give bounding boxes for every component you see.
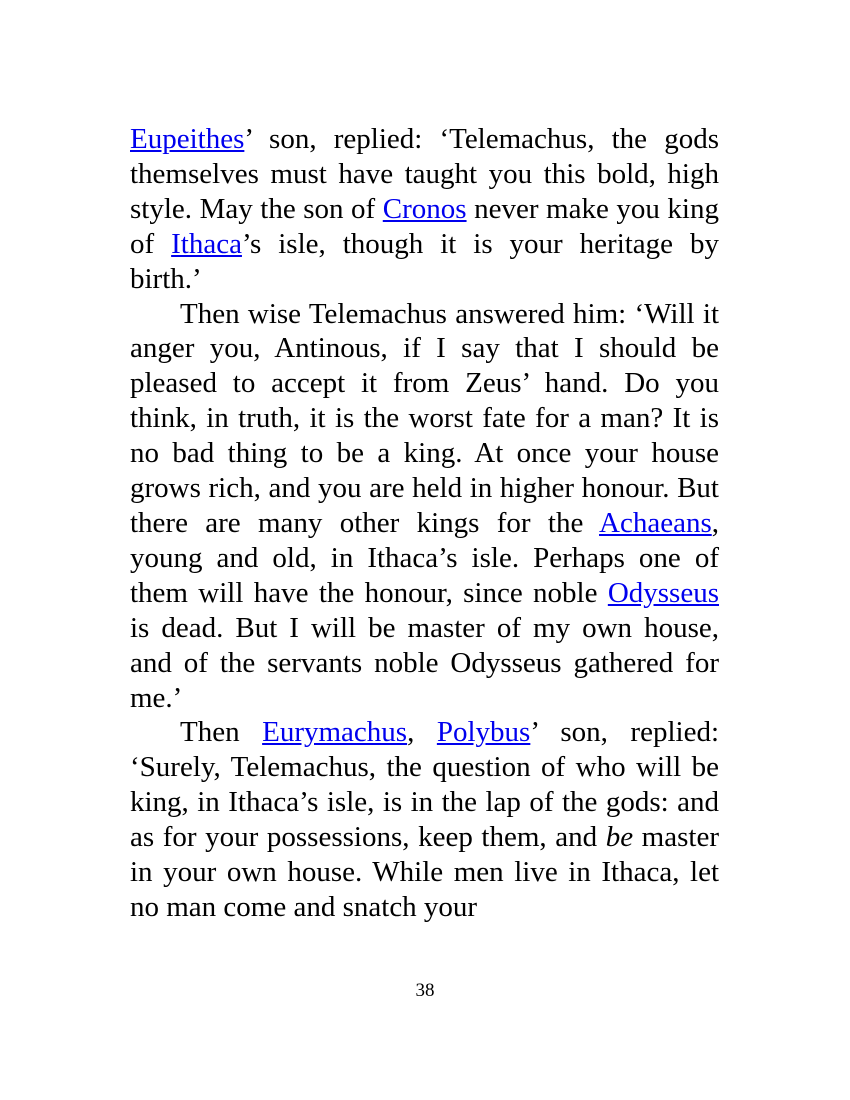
text-span: Then wise Telemachus answered him: ‘Will it anger you, Antinous, if I say that I should be pleased to accept it from Zeus’ hand. Do you think, in truth, it is the worst fate for a man? It is no bad thing to be a king. At once your house grows rich, and you are held in higher honour. But there are many other kings for the	[130, 297, 719, 539]
paragraph	[130, 715, 719, 924]
link-eurymachus[interactable]: Eurymachus	[262, 716, 408, 749]
text-span: is dead. But I will be master of my own house, and of the servants noble Odysseus gathered for me.’	[130, 611, 719, 714]
paragraph	[130, 297, 719, 716]
link-achaeans[interactable]: Achaeans	[599, 506, 712, 539]
text-span: , young and old, in Ithaca’s isle. Perhaps one of them will have the honour, since noble	[130, 506, 719, 609]
page-number: 38	[415, 980, 435, 1001]
text-span: ’ son, replied: ‘Telemachus, the gods themselves must have taught you this bold, high style. May the son of	[130, 123, 719, 225]
emphasis-text: be	[605, 821, 634, 854]
text-span: ’ son, replied: ‘Surely, Telemachus, the question of who will be king, in Ithaca’s isle, is in the lap of the gods: and as for your possessions, keep them, and	[130, 716, 719, 854]
text-span: never make you king of	[130, 192, 719, 260]
link-cronos[interactable]: Cronos	[382, 192, 467, 225]
text-span: Then	[180, 716, 263, 749]
link-eupeithes[interactable]: Eupeithes	[130, 123, 245, 155]
body-text	[130, 122, 719, 925]
text-span: ,	[407, 716, 437, 749]
link-ithaca[interactable]: Ithaca	[171, 227, 242, 260]
link-odysseus[interactable]: Odysseus	[607, 576, 719, 609]
paragraph	[130, 122, 719, 297]
text-span: ’s isle, though it is your heritage by birth.’	[130, 227, 719, 295]
text-span: master in your own house. While men live in Ithaca, let no man come and snatch your	[130, 821, 719, 923]
link-polybus[interactable]: Polybus	[436, 716, 531, 749]
